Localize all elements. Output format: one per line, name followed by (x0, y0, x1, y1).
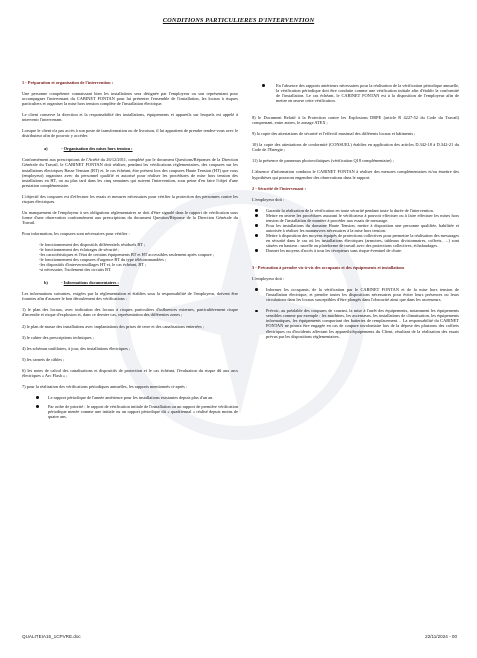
paragraph-pour-information: Pour information, les coupures sont nécessaires pour vérifier : (22, 230, 130, 236)
subsection-b-title: b) - Informations documentaires : (44, 280, 119, 286)
precaution-bullet-list (252, 287, 459, 338)
section-1-title: 1 - Préparation et organisation de l'intervention : (22, 80, 114, 85)
bullet-icon (255, 234, 258, 237)
section-2-title: 2 - Sécurité de l'intervenant : (252, 185, 306, 191)
dash-item: -le fonctionnement des dispositifs différentiels résiduels BT ; (39, 241, 146, 247)
list-item: Donner les moyens d'accès à tous les récepteurs sans risque éventuel de chute. (252, 248, 459, 253)
right-column (252, 83, 459, 345)
list-item: Mettre en œuvre les procédures assurant le vérificateur à pouvoir effectuer ou à faire effectuer les mises hors tension de l'installation de manière à procéder aux essais de mesurage. (252, 213, 459, 223)
list-item: Le rapport périodique de l'année antérieure pour les installations existantes depuis plus d'un an. (22, 395, 238, 400)
dash-item: -les dispositifs d'interverrouillages HT et, le cas échéant, BT ; (39, 262, 147, 268)
securite-bullet-list (252, 208, 459, 253)
paragraph-objectif: L'objectif des coupures est d'effectuer les essais et mesures nécessaires pour vérifier la protection des personnes contre les risques électriques. (22, 193, 238, 204)
list-item: En l'absence des rapports antérieurs nécessaires pour la réalisation de la vérification périodique annuelle, la vérification périodique doit être conduite comme une vérification initiale afin d'établir la conformité de l'installation. Le cas échéant, le CABINET FONTAN est à la disposition de l'employeur afin de mettre en œuvre cette vérification. (252, 83, 459, 103)
numbered-item-8: 8) le Document Relatif à la Protection contre les Explosions DRPE (article R 4227-52 du Code du Travail) comprenant, entre autres, le zonage ATEX ; (252, 115, 459, 126)
numbered-item-2: 2) le plan de masse des installations avec implantations des prises de terre et des canalisations enterrées ; (22, 323, 205, 329)
numbered-item-3: 3) le cahier des prescriptions techniques ; (22, 334, 94, 340)
footer-document-name: QUALITEIA15_1CPVRE.doc (22, 634, 81, 639)
page-title: CONDITIONS PARTICULIERES D'INTERVENTION (162, 17, 315, 24)
absence-bullet-list (252, 83, 459, 103)
rapport-bullet-list (22, 395, 238, 419)
paragraph-access: Lorsque le client n'a pas accès à son poste de transformation ou de livraison, il lui appartient de prendre rendez-vous avec le distributeur afin de pouvoir y accéder. (22, 128, 238, 139)
list-item: Mettre à disposition des moyens équipés de protections collectives pour permettre la réalisation des mesurages en sécurité dans le cas où les installations électriques (armoires, tableaux divisionnaires, coffrets, …) sont situées en hauteur : nacelle ou plateforme de travail avec des protections collectives, échafaudages. (252, 233, 459, 248)
numbered-item-5: 5) les carnets de câbles ; (22, 356, 65, 362)
footer-date-version: 22/11/2024 - 00 (425, 634, 457, 639)
numbered-item-10: 10) la copie des attestations de conformité (CONSUEL) établies en application des articles D.342-18 à D.342-21 du Code de l'Energie ; (252, 142, 459, 153)
list-item: Par ordre de priorité : le rapport de vérification initiale de l'installation ou un rapport de première vérification périodique menée comme une initiale ou un rapport périodique dit « quadriennal » réalisé depuis moins de quatre ans. (22, 404, 238, 419)
bullet-icon (255, 224, 258, 227)
numbered-item-9: 9) la copie des attestations de sécurité et l'effectif maximal des différents locaux et bâtiments ; (252, 131, 416, 137)
list-item: Pour les installations du domaine Haute Tension, mettre à disposition une personne qualifiée, habilitée et autorisée à réaliser les manœuvres nécessaires à la mise hors tension. (252, 223, 459, 233)
left-column (22, 80, 238, 425)
bullet-icon (255, 288, 258, 291)
numbered-item-1: 1) le plan des locaux, avec indication des locaux à risques particuliers d'influences externes, particulièrement risque d'incendie et risque d'explosion et, dans ce dernier cas, représentation des différentes zones ; (22, 307, 238, 318)
bullet-icon (255, 209, 258, 212)
numbered-item-11: 11) la présence de panneaux photovoltaïques (vérification Q18 complémentaire) ; (252, 158, 394, 164)
section-2-lead: L'employeur doit : (252, 196, 285, 202)
subsection-b-number: b) (44, 280, 48, 286)
paragraph-responsibility: Le client conserve la direction et la responsabilité des installations, équipements et appareils sur lesquels est appelé à intervenir l'intervenant. (22, 112, 238, 123)
paragraph-manquement: Un manquement de l'employeur à ses obligations réglementaires se doit d'être signalé dans le rapport de vérification sous forme d'une observation conformément aux prescriptions du document Question/Réponse de la Direction Générale du Travail. (22, 209, 238, 225)
paragraph-informations: Les informations suivantes, exigées par la réglementation et établies sous la responsabilité de l'employeur, doivent être fournies afin d'assurer le bon déroulement des vérifications : (22, 291, 238, 302)
list-item: Prévoir, au préalable des coupures de courant, la mise à l'arrêt des équipements, notamment les équipements sensibles comme par exemple : les machines, les ascenseurs, les installations de climatisation, les équipements informatiques, les équipements comportant des batteries de remplacement… La responsabilité du CABINET FONTAN ne pourra être engagée en cas de coupure involontaire lors de la dépose des plastrons des coffrets électriques ou d'incidents affectant les appareils/équipements du Client, résultant de la réalisation des essais prévus par les dispositions réglementaires. (252, 308, 459, 338)
subsection-b-label: Informations documentaires : (63, 280, 119, 286)
page-footer (22, 634, 457, 639)
verification-dash-list (22, 242, 238, 272)
bullet-icon (36, 405, 39, 408)
dash-item: -les caractéristiques et l'état de certains équipements BT et HT accessibles seulement après coupure ; (39, 252, 215, 258)
bullet-icon (255, 249, 258, 252)
paragraph-absence: L'absence d'information conduira le CABINET FONTAN à réaliser des mesures complémentaires et/ou émettre des hypothèses qui pourront engendrer des observations dans le rapport. (252, 169, 459, 180)
dash-item: -le fonctionnement des coupures d'urgence BT du type télécommandées ; (39, 257, 167, 263)
list-item: Garantir la réalisation de la vérification en toute sécurité pendant toute la durée de l'intervention. (252, 208, 459, 213)
dash-item: -si nécessaire, l'isolement des circuits BT. (39, 267, 112, 273)
bullet-icon (36, 396, 39, 399)
section-3-lead: L'employeur doit : (252, 276, 285, 282)
bullet-icon (255, 310, 258, 313)
numbered-item-6: 6) les notes de calcul des canalisations et dispositifs de protection et le cas échéant, l'évaluation du risque dû aux arcs électriques « Arc Flash » ; (22, 367, 238, 378)
numbered-item-4: 4) les schémas unifilaires, à jour, des installations électriques ; (22, 345, 131, 351)
bullet-icon (262, 84, 265, 87)
list-item: Informer les occupants, de la vérification par le CABINET FONTAN et de la mise hors tension de l'installation électrique, et prendre toutes les dispositions nécessaires pour éviter leurs présences ou leurs circulations dans les locaux susceptibles d'être plongés dans l'obscurité ainsi que dans les ascenseurs. (252, 287, 459, 302)
paragraph-intro: Une personne compétente connaissant bien les installations sera désignée par l'employeur ou son représentant pour accompagner l'intervenant du CABINET FONTAN pour lui présenter l'ensemble de l'installation, les locaux à risques particuliers et organiser la mise hors tension complète de l'installation électrique. (22, 91, 238, 107)
numbered-item-7: 7) pour la réalisation des vérifications périodiques annuelles, les rapports mentionnés ci-après : (22, 383, 188, 389)
paragraph-mise-hors-tension: Conformément aux prescriptions de l'Arrêté du 26/12/2011, complété par le document Questions/Réponses de la Direction Générale du Travail, le CABINET FONTAN doit réaliser, pendant les vérifications réglementaires, des coupures sur les installations électriques Basse Tension (BT) et, le cas échéant, être présent lors des coupures Haute Tension (HT) que vous (employeur) organisez avec du personnel qualifié et autorisé pour réaliser les procédures de mise hors tension des installations en HT, ou au plus tard dans les cinq semaines qui suivent l'intervention, sous peine d'en faire l'objet d'une prestation complémentaire. (22, 157, 238, 188)
subsection-a-number: a) (44, 146, 48, 152)
bullet-icon (255, 214, 258, 217)
subsection-a-label: Organisation des mises hors tension : (63, 146, 133, 152)
section-3-title: 3 - Précaution à prendre vis-à-vis des occupants et des équipements et installations (252, 265, 405, 271)
subsection-a-title: a) - Organisation des mises hors tension : (44, 146, 133, 152)
dash-item: -le fonctionnement des éclairages de sécurité ; (39, 247, 120, 253)
